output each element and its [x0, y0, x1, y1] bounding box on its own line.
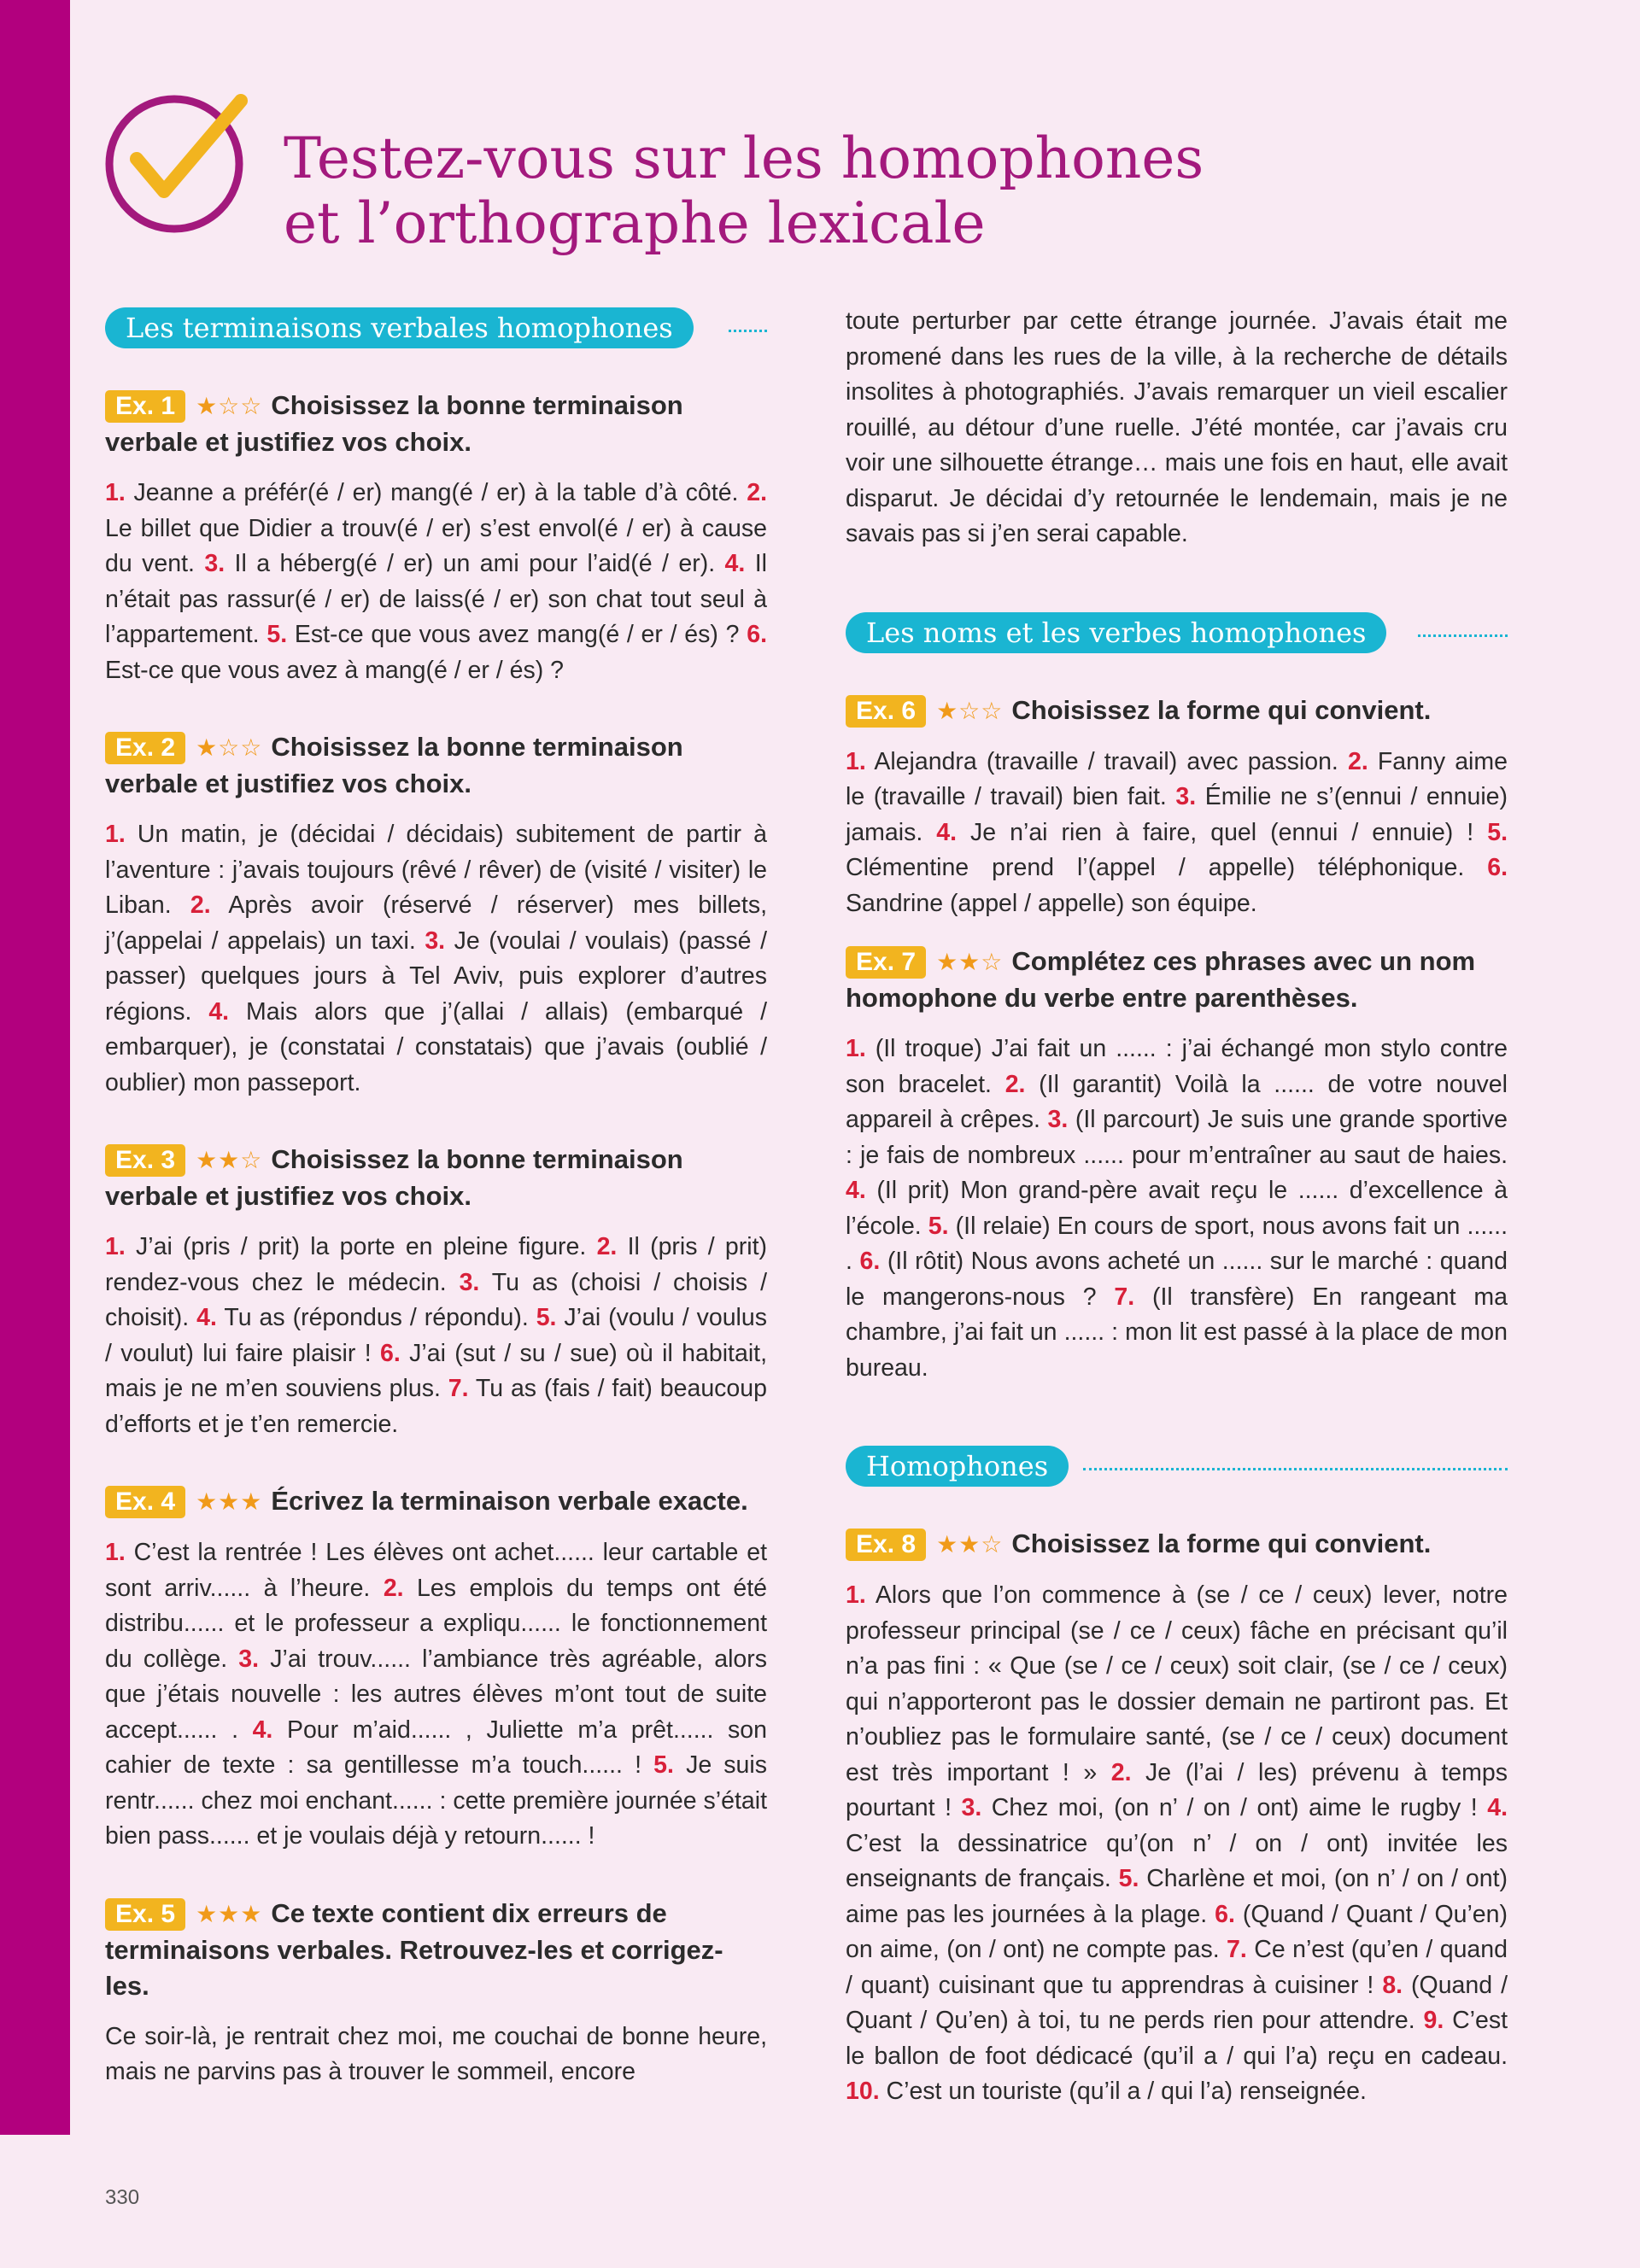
- question-number: 5.: [266, 621, 288, 648]
- question-number: 6.: [747, 621, 767, 648]
- exercise-header: [105, 1896, 767, 2004]
- exercise-header: [846, 944, 1508, 1016]
- question-number: 4.: [1487, 1794, 1508, 1821]
- exercise-2: [105, 729, 767, 1101]
- question-number: 1.: [105, 821, 126, 848]
- exercise-5: [105, 1896, 767, 2090]
- exercise-instruction: Ce texte contient dix erreurs de terminaisons verbales. Retrouvez-les et corrigez-les.: [105, 1897, 723, 2001]
- question-number: 2.: [383, 1574, 404, 1602]
- page-title: [284, 126, 1204, 256]
- exercise-text: 1. Alejandra (travaille / travail) avec passion. 2. Fanny aime le (travaille / travail) bien fait. 3. Émilie ne s’(ennui / ennuie) jamais. 4. Je n’ai rien à faire, quel (ennui / ennuie) ! 5. Clémentine prend l’(appel / appelle) téléphonique. 6. Sandrine (appel / appelle) son équipe.: [846, 747, 1508, 917]
- question-number: 9.: [1423, 2007, 1444, 2034]
- exercise-4: [105, 1483, 767, 1855]
- exercise-tag: Ex. 4: [105, 1486, 185, 1518]
- question-number: 1.: [105, 479, 126, 506]
- question-number: 4.: [936, 818, 958, 846]
- question-number: 7.: [1227, 1936, 1247, 1963]
- question-number: 7.: [448, 1375, 469, 1402]
- exercise-instruction: Choisissez la bonne terminaison verbale et justifiez vos choix.: [105, 732, 683, 798]
- exercise-instruction: Choisissez la bonne terminaison verbale et justifiez vos choix.: [105, 390, 683, 457]
- exercise-tag: Ex. 8: [846, 1529, 926, 1561]
- difficulty-stars-icon: ★★☆: [936, 1531, 1004, 1558]
- exercise-tag: Ex. 6: [846, 695, 926, 728]
- difficulty-stars-icon: ★★☆: [936, 949, 1004, 975]
- difficulty-stars-icon: ★★★: [196, 1900, 263, 1927]
- exercise-text: 1. Alors que l’on commence à (se / ce / ceux) lever, notre professeur principal (se / ce / ceux) fâche en précisant qu’il n’a pas fini : « Que (se / ce / ceux) soit clair, (se / ce / ceux) qui n’apporteront pas le dossier demain ne partiront pas. Et n’oubliez pas le formulaire santé, (se / ce / ceux) document est très important ! » 2. Je (l’ai / les) prévenu à temps pourtant ! 3. Chez moi, (on n’ / on / ont) aime le rugby ! 4. C’est la dessinatrice qu’(on n’ / on / ont) invitée les enseignants de français. 5. Charlène et moi, (on n’ / on / ont) aime pas les journées à la plage. 6. (Quand / Quant / Qu’en) on aime, (on / ont) ne compte pas. 7. Ce n’est (qu’en / quand / quant) cuisinant que tu apprendras à cuisiner ! 8. (Quand / Quant / Qu’en) à toi, tu ne perds rien pour attendre. 9. C’est le ballon de foot dédicacé (qu’il a / qui l’a) reçu en cadeau. 10. C’est un touriste (qu’il a / qui l’a) renseignée.: [846, 1581, 1508, 2105]
- exercise-text: toute perturber par cette étrange journée. J’avais était me promené dans les rues de la ville, à la recherche de détails insolites à photographiés. J’avais remarquer un vieil escalier rouillé, au détour d’une ruelle. J’été montée, car j’avais cru voir une silhouette étrange… mais une fois en haut, elle avait disparut. Je décidai d’y retournée le lendemain, mais je ne savais pas si j’en serai capable.: [846, 307, 1508, 547]
- question-number: 4.: [724, 550, 746, 577]
- question-number: 2.: [190, 891, 211, 919]
- question-number: 6.: [1215, 1900, 1235, 1928]
- question-number: 3.: [961, 1794, 982, 1821]
- question-number: 2.: [1347, 747, 1368, 775]
- question-number: 5.: [536, 1304, 557, 1331]
- question-number: 1.: [846, 1035, 866, 1062]
- question-number: 3.: [1175, 783, 1197, 810]
- question-number: 6.: [859, 1248, 881, 1275]
- question-number: 4.: [196, 1304, 217, 1331]
- exercise-text: 1. (Il troque) J’ai fait un ...... : j’ai échangé mon stylo contre son bracelet. 2. (Il garantit) Voilà la ...... de votre nouvel appareil à crêpes. 3. (Il parcourt) Je suis une grande sportive : je fais de nombreux ...... pour m’entraîner au saut de haies. 4. (Il prit) Mon grand-père avait reçu le ...... d’excellence à l’école. 5. (Il relaie) En cours de sport, nous avons fait un ...... . 6. (Il rôtit) Nous avons acheté un ...... sur le marché : quand le mangerons-nous ? 7. (Il transfère) En rangeant ma chambre, j’ai fait un ...... : mon lit est passé à la place de mon bureau.: [846, 1035, 1508, 1382]
- question-number: 3.: [238, 1645, 260, 1673]
- question-number: 5.: [928, 1212, 949, 1240]
- difficulty-stars-icon: ★☆☆: [196, 734, 263, 761]
- difficulty-stars-icon: ★★☆: [196, 1147, 263, 1173]
- exercise-header: [105, 388, 767, 460]
- question-number: 3.: [1047, 1106, 1069, 1133]
- question-number: 5.: [1487, 818, 1508, 846]
- question-number: 6.: [380, 1339, 401, 1367]
- question-number: 10.: [846, 2078, 880, 2105]
- title-line-1: Testez-vous sur les homophones: [284, 126, 1204, 191]
- section-title: Les noms et les verbes homophones: [846, 612, 1386, 653]
- section-header-homophones: [846, 1446, 1508, 1492]
- question-number: 1.: [846, 1581, 866, 1609]
- exercise-text: 1. Un matin, je (décidai / décidais) subitement de partir à l’aventure : j’avais toujours (rêvé / rêver) de (visité / visiter) le Liban. 2. Après avoir (réservé / réserver) mes billets, j’(appelai / appelais) un taxi. 3. Je (voulai / voulais) (passé / passer) quelques jours à Tel Aviv, puis explorer d’autres régions. 4. Mais alors que j’(allai / allais) (embarqué / embarquer), je (constatai / constatais) que j’avais (oublié / oublier) mon passeport.: [105, 821, 767, 1096]
- question-number: 5.: [653, 1751, 674, 1779]
- section-title: Homophones: [846, 1446, 1069, 1487]
- section-title: Les terminaisons verbales homophones: [105, 307, 694, 348]
- exercise-text: 1. Jeanne a préfér(é / er) mang(é / er) à la table d’à côté. 2. Le billet que Didier a trouv(é / er) s’est envol(é / er) à cause du vent. 3. Il a héberg(é / er) un ami pour l’aid(é / er). 4. Il n’était pas rassur(é / er) de laiss(é / er) son chat tout seul à l’appartement. 5. Est-ce que vous avez mang(é / er / és) ? 6. Est-ce que vous avez à mang(é / er / és) ?: [105, 479, 768, 684]
- question-number: 3.: [459, 1268, 480, 1296]
- question-number: 2.: [1004, 1070, 1026, 1098]
- exercise-3: [105, 1142, 767, 1442]
- question-number: 3.: [425, 926, 446, 955]
- exercise-tag: Ex. 2: [105, 732, 185, 764]
- difficulty-stars-icon: ★★★: [196, 1488, 263, 1515]
- question-number: 5.: [1118, 1865, 1139, 1892]
- exercise-header: [105, 1483, 767, 1520]
- question-number: 2.: [1110, 1758, 1132, 1786]
- exercise-text: 1. C’est la rentrée ! Les élèves ont achet...... leur cartable et sont arriv...... à l’heure. 2. Les emplois du temps ont été distribu...... et le professeur a expliqu...... le fonctionnement du collège. 3. J’ai trouv...... l’ambiance très agréable, alors que j’étais nouvelle : les autres élèves m’ont tout de suite accept...... . 4. Pour m’aid...... , Juliette m’a prêt...... son cahier de texte : sa gentillesse m’a touch...... ! 5. Je suis rentr...... chez moi enchant...... : cette première journée s’était bien pass...... et je voulais déjà y retourn...... !: [105, 1539, 768, 1850]
- exercise-header: [846, 693, 1508, 729]
- question-number: 1.: [105, 1233, 126, 1260]
- question-number: 3.: [204, 550, 226, 577]
- exercise-tag: Ex. 1: [105, 390, 185, 423]
- exercise-5-continued: [846, 304, 1508, 552]
- question-number: 2.: [596, 1233, 618, 1260]
- question-number: 1.: [846, 747, 866, 775]
- exercise-header: [846, 1526, 1508, 1563]
- difficulty-stars-icon: ★☆☆: [936, 697, 1004, 724]
- exercise-1: [105, 388, 767, 688]
- page-number: 330: [105, 2186, 140, 2209]
- exercise-instruction: Choisissez la forme qui convient.: [1011, 694, 1432, 725]
- section-header-verbales: [105, 307, 767, 354]
- left-column: [105, 307, 767, 2090]
- right-column: [846, 304, 1508, 2151]
- magenta-sidebar: [0, 0, 70, 2135]
- exercise-6: [846, 693, 1508, 922]
- exercise-text: 1. J’ai (pris / prit) la porte en pleine figure. 2. Il (pris / prit) rendez-vous chez le médecin. 3. Tu as (choisi / choisis / choisit). 4. Tu as (répondus / répondu). 5. J’ai (voulu / voulus / voulut) lui faire plaisir ! 6. J’ai (sut / su / sue) où il habitait, mais je ne m’en souviens plus. 7. Tu as (fais / fait) beaucoup d’efforts et je t’en remercie.: [105, 1233, 767, 1438]
- exercise-7: [846, 944, 1508, 1386]
- exercise-tag: Ex. 5: [105, 1898, 185, 1931]
- exercise-instruction: Écrivez la terminaison verbale exacte.: [271, 1486, 748, 1516]
- exercise-instruction: Complétez ces phrases avec un nom homophone du verbe entre parenthèses.: [846, 946, 1476, 1013]
- exercise-header: [105, 729, 767, 802]
- exercise-header: [105, 1142, 767, 1214]
- exercise-text: Ce soir-là, je rentrait chez moi, me couchai de bonne heure, mais ne parvins pas à trouver le sommeil, encore: [105, 2022, 767, 2085]
- question-number: 4.: [208, 997, 230, 1026]
- section-header-noms-verbes: [846, 612, 1508, 658]
- exercise-instruction: Choisissez la forme qui convient.: [1011, 1529, 1432, 1558]
- difficulty-stars-icon: ★☆☆: [196, 393, 263, 419]
- exercise-tag: Ex. 7: [846, 946, 926, 979]
- section-dots: [1083, 1468, 1508, 1470]
- checkmark-icon: [104, 89, 251, 236]
- question-number: 4.: [252, 1716, 273, 1744]
- exercise-instruction: Choisissez la bonne terminaison verbale et justifiez vos choix.: [105, 1144, 683, 1211]
- exercise-tag: Ex. 3: [105, 1144, 185, 1177]
- question-number: 7.: [1114, 1283, 1135, 1311]
- question-number: 8.: [1382, 1971, 1403, 1999]
- exercise-8: [846, 1526, 1508, 2110]
- title-line-2: et l’orthographe lexicale: [284, 190, 986, 256]
- section-dots: [1418, 634, 1508, 637]
- section-dots: [729, 330, 767, 332]
- question-number: 2.: [747, 479, 767, 506]
- question-number: 1.: [105, 1539, 126, 1566]
- question-number: 4.: [846, 1177, 866, 1204]
- question-number: 6.: [1487, 854, 1508, 881]
